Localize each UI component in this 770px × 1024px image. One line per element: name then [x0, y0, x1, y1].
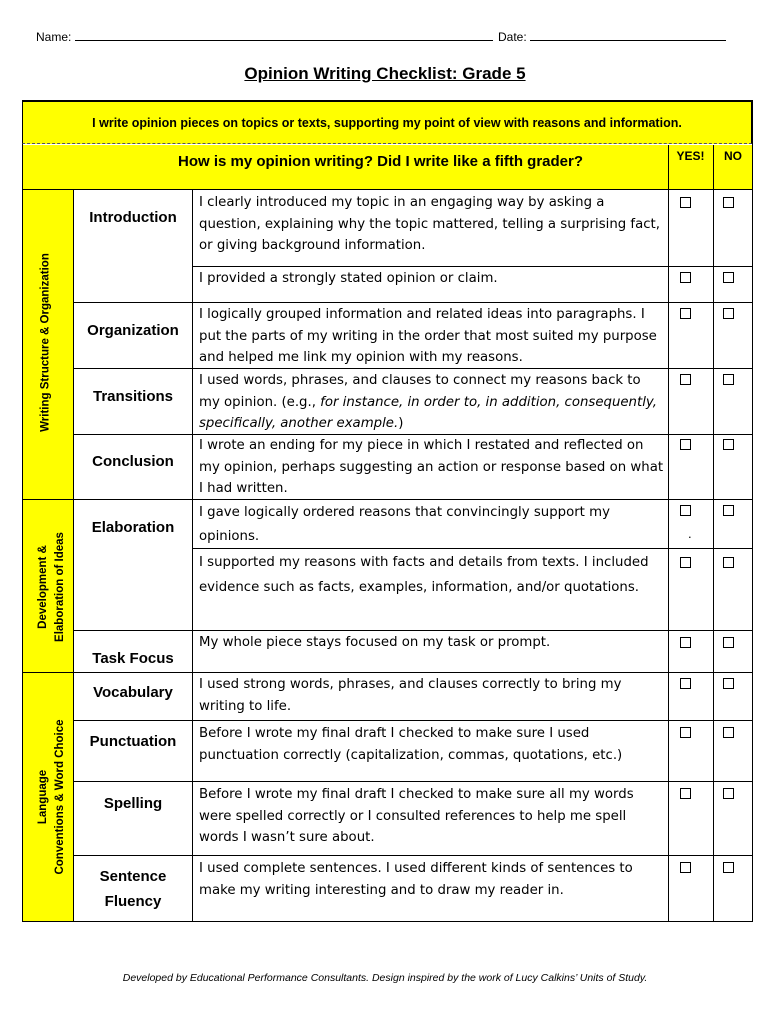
date-line[interactable]: [530, 40, 726, 41]
no-checkbox[interactable]: [723, 678, 734, 689]
criterion-spelling: Before I wrote my final draft I checked to make sure all my words were spelled correctly or I consulted references to help me spell words I wasn’t sure about.: [199, 787, 634, 845]
criterion-transitions-close: ): [398, 416, 404, 431]
stray-mark: .: [688, 526, 692, 541]
category-punctuation: Punctuation: [89, 733, 177, 750]
section-structure: Writing Structure & Organization: [39, 253, 52, 432]
category-introduction: Introduction: [89, 209, 177, 226]
yes-checkbox[interactable]: [680, 197, 691, 208]
section-language-line1: Language: [37, 769, 49, 825]
criterion-evidence: I supported my reasons with facts and details from texts. I included evidence such as facts, examples, information, and/or quotations.: [199, 555, 649, 595]
criterion-transitions-examples: for instance, in order to, in addition, consequently, specifically, another example.: [199, 394, 657, 431]
yes-checkbox[interactable]: [680, 439, 691, 450]
no-checkbox[interactable]: [723, 637, 734, 648]
name-field: [36, 30, 493, 44]
no-checkbox[interactable]: [723, 862, 734, 873]
section-language: [35, 692, 71, 902]
footer-credit: Developed by Educational Performance Consultants. Design inspired by the work of Lucy Calkins’ Units of Study.: [122, 972, 648, 984]
criterion-task-focus: My whole piece stays focused on my task or prompt.: [199, 635, 551, 650]
yes-checkbox[interactable]: [680, 505, 691, 516]
divider: [73, 720, 753, 721]
yes-checkbox[interactable]: [680, 678, 691, 689]
category-sentence-fluency-line2: Fluency: [104, 893, 162, 910]
category-sentence-fluency: [74, 864, 192, 914]
section-language-line2: Conventions & Word Choice: [54, 719, 66, 875]
question-text: How is my opinion writing? Did I write like a fifth grader?: [178, 153, 584, 170]
date-label: Date:: [498, 30, 527, 44]
category-task-focus: Task Focus: [92, 650, 174, 667]
divider: [192, 189, 193, 922]
no-checkbox[interactable]: [723, 788, 734, 799]
criterion-introduction: I clearly introduced my topic in an engaging way by asking a question, explaining why the topic mattered, telling a surprising fact, or giving background information.: [199, 195, 661, 253]
category-elaboration: Elaboration: [91, 519, 175, 536]
yes-checkbox[interactable]: [680, 557, 691, 568]
no-checkbox[interactable]: [723, 374, 734, 385]
page-title: Opinion Writing Checklist: Grade 5: [244, 64, 526, 83]
no-checkbox[interactable]: [723, 272, 734, 283]
yes-checkbox[interactable]: [680, 308, 691, 319]
criterion-transitions-text: I used words, phrases, and clauses to connect my reasons back to my opinion. (e.g.,: [199, 373, 641, 410]
divider: [713, 145, 714, 922]
criterion-reasons: I gave logically ordered reasons that convincingly support my opinions.: [199, 505, 610, 544]
criterion-punctuation: Before I wrote my final draft I checked to make sure I used punctuation correctly (capitalization, commas, quotations, etc.): [199, 726, 623, 763]
criterion-opinion: I provided a strongly stated opinion or claim.: [199, 271, 498, 286]
category-spelling: Spelling: [103, 795, 163, 812]
no-checkbox[interactable]: [723, 727, 734, 738]
yes-checkbox[interactable]: [680, 727, 691, 738]
category-conclusion: Conclusion: [92, 453, 174, 470]
criterion-conclusion: I wrote an ending for my piece in which I restated and reflected on my opinion, perhaps suggesting an action or response based on what I had written.: [199, 438, 664, 496]
divider: [73, 302, 753, 303]
yes-checkbox[interactable]: [680, 862, 691, 873]
yes-checkbox[interactable]: [680, 374, 691, 385]
divider: [22, 672, 753, 673]
divider: [192, 266, 753, 267]
no-column-header: NO: [724, 149, 742, 163]
category-vocabulary: Vocabulary: [93, 684, 173, 701]
divider: [73, 630, 753, 631]
yes-checkbox[interactable]: [680, 272, 691, 283]
divider: [73, 781, 753, 782]
name-line[interactable]: [75, 40, 493, 41]
no-checkbox[interactable]: [723, 505, 734, 516]
category-transitions: Transitions: [92, 388, 174, 405]
divider: [22, 189, 753, 190]
yes-checkbox[interactable]: [680, 637, 691, 648]
divider: [668, 145, 669, 922]
divider: [73, 855, 753, 856]
criterion-organization: I logically grouped information and related ideas into paragraphs. I put the parts of my writing in the order that most suited my purpose and helped me link my opinion with my reasons.: [199, 307, 657, 365]
name-label: Name:: [36, 30, 72, 44]
section-development-line2: Elaboration of Ideas: [54, 532, 66, 642]
section-development: [35, 507, 71, 667]
standard-text: I write opinion pieces on topics or texts, supporting my point of view with reasons and information.: [92, 115, 682, 130]
criterion-vocabulary: I used strong words, phrases, and clauses correctly to bring my writing to life.: [199, 677, 622, 714]
category-organization: Organization: [87, 322, 179, 339]
yes-column-header: YES!: [676, 149, 705, 163]
no-checkbox[interactable]: [723, 439, 734, 450]
category-sentence-fluency-line1: Sentence: [99, 868, 167, 885]
date-field: [498, 30, 726, 44]
section-development-line1: Development &: [37, 545, 49, 629]
no-checkbox[interactable]: [723, 197, 734, 208]
no-checkbox[interactable]: [723, 308, 734, 319]
criterion-sentences: I used complete sentences. I used different kinds of sentences to make my writing interesting and to draw my reader in.: [199, 861, 633, 898]
yes-checkbox[interactable]: [680, 788, 691, 799]
criterion-transitions: [199, 370, 665, 435]
standard-banner: [22, 101, 752, 144]
no-checkbox[interactable]: [723, 557, 734, 568]
